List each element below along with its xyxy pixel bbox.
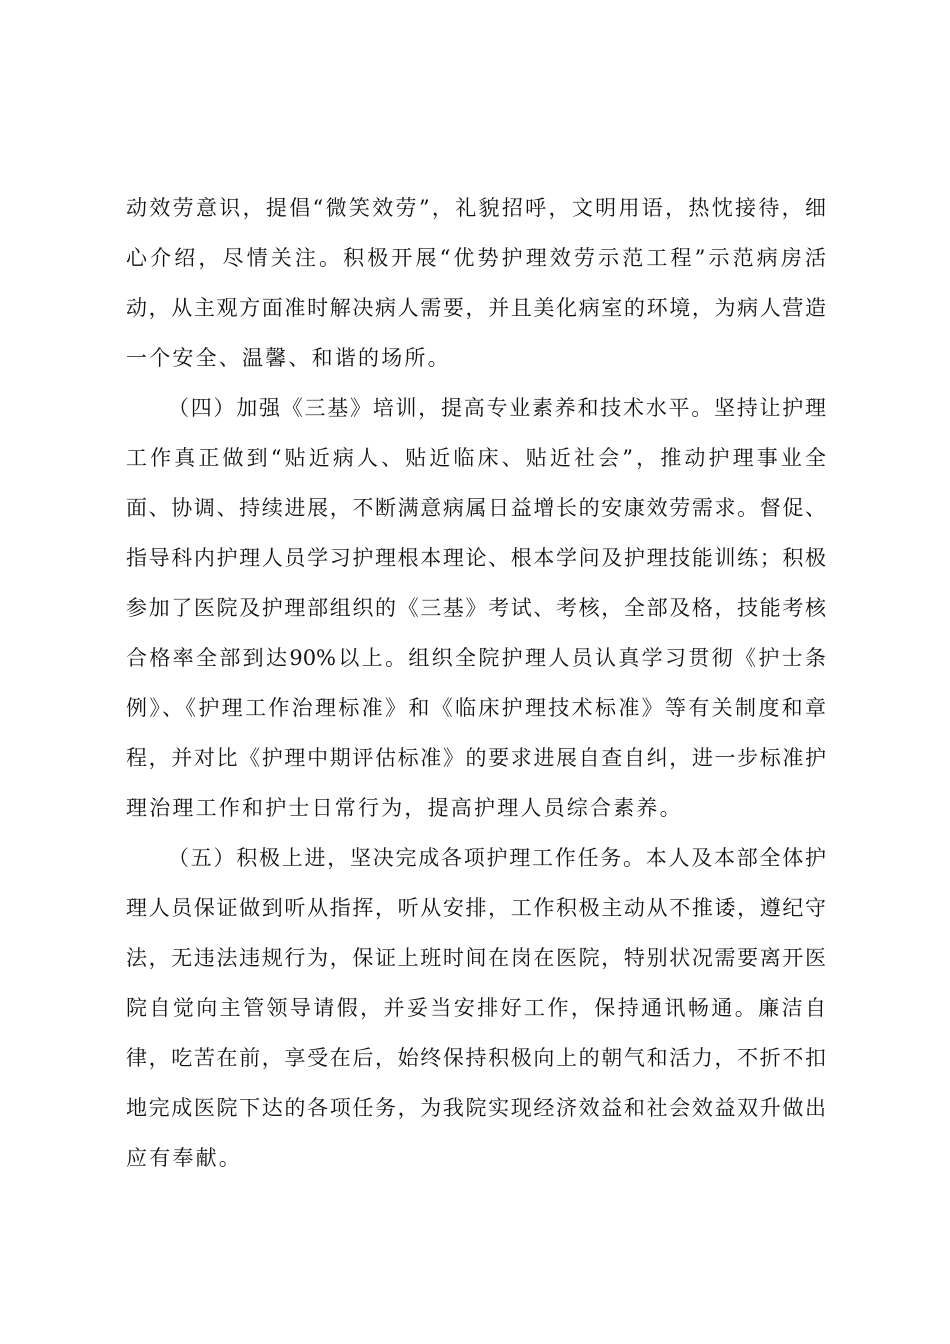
text-line: 面、协调、持续进展，不断满意病属日益增长的安康效劳需求。督促、 (126, 496, 826, 520)
text-line: 指导科内护理人员学习护理根本理论、根本学问及护理技能训练；积极 (126, 546, 826, 570)
text-line: 参加了医院及护理部组织的《三基》考试、考核，全部及格，技能考核 (126, 596, 826, 620)
paragraph-start-line: （五）积极上进，坚决完成各项护理工作任务。本人及本部全体护 (168, 846, 826, 870)
text-line: 一个安全、温馨、和谐的场所。 (126, 346, 451, 370)
text-line: 例》、《护理工作治理标准》和《临床护理技术标准》等有关制度和章 (126, 696, 826, 720)
text-line: 法，无违法违规行为，保证上班时间在岗在医院，特别状况需要离开医 (126, 946, 826, 970)
text-line: 院自觉向主管领导请假，并妥当安排好工作，保持通讯畅通。廉洁自 (126, 996, 826, 1020)
text-line: 理人员保证做到听从指挥，听从安排，工作积极主动从不推诿，遵纪守 (126, 896, 826, 920)
text-line: 工作真正做到“贴近病人、贴近临床、贴近社会”，推动护理事业全 (126, 446, 826, 470)
text-line: 理治理工作和护士日常行为，提高护理人员综合素养。 (126, 796, 683, 820)
text-line: 动，从主观方面准时解决病人需要，并且美化病室的环境，为病人营造 (126, 296, 826, 320)
text-line: 应有奉献。 (126, 1146, 242, 1170)
text-line: 动效劳意识，提倡“微笑效劳”，礼貌招呼，文明用语，热忱接待，细 (126, 196, 826, 220)
text-line: 合格率全部到达90%以上。组织全院护理人员认真学习贯彻《护士条 (126, 646, 826, 670)
text-line: 程，并对比《护理中期评估标准》的要求进展自查自纠，进一步标准护 (126, 746, 826, 770)
paragraph-start-line: （四）加强《三基》培训，提高专业素养和技术水平。坚持让护理 (168, 396, 826, 420)
text-line: 律，吃苦在前，享受在后，始终保持积极向上的朝气和活力，不折不扣 (126, 1046, 826, 1070)
text-line: 地完成医院下达的各项任务，为我院实现经济效益和社会效益双升做出 (126, 1096, 826, 1120)
text-line: 心介绍，尽情关注。积极开展“优势护理效劳示范工程”示范病房活 (126, 246, 826, 270)
